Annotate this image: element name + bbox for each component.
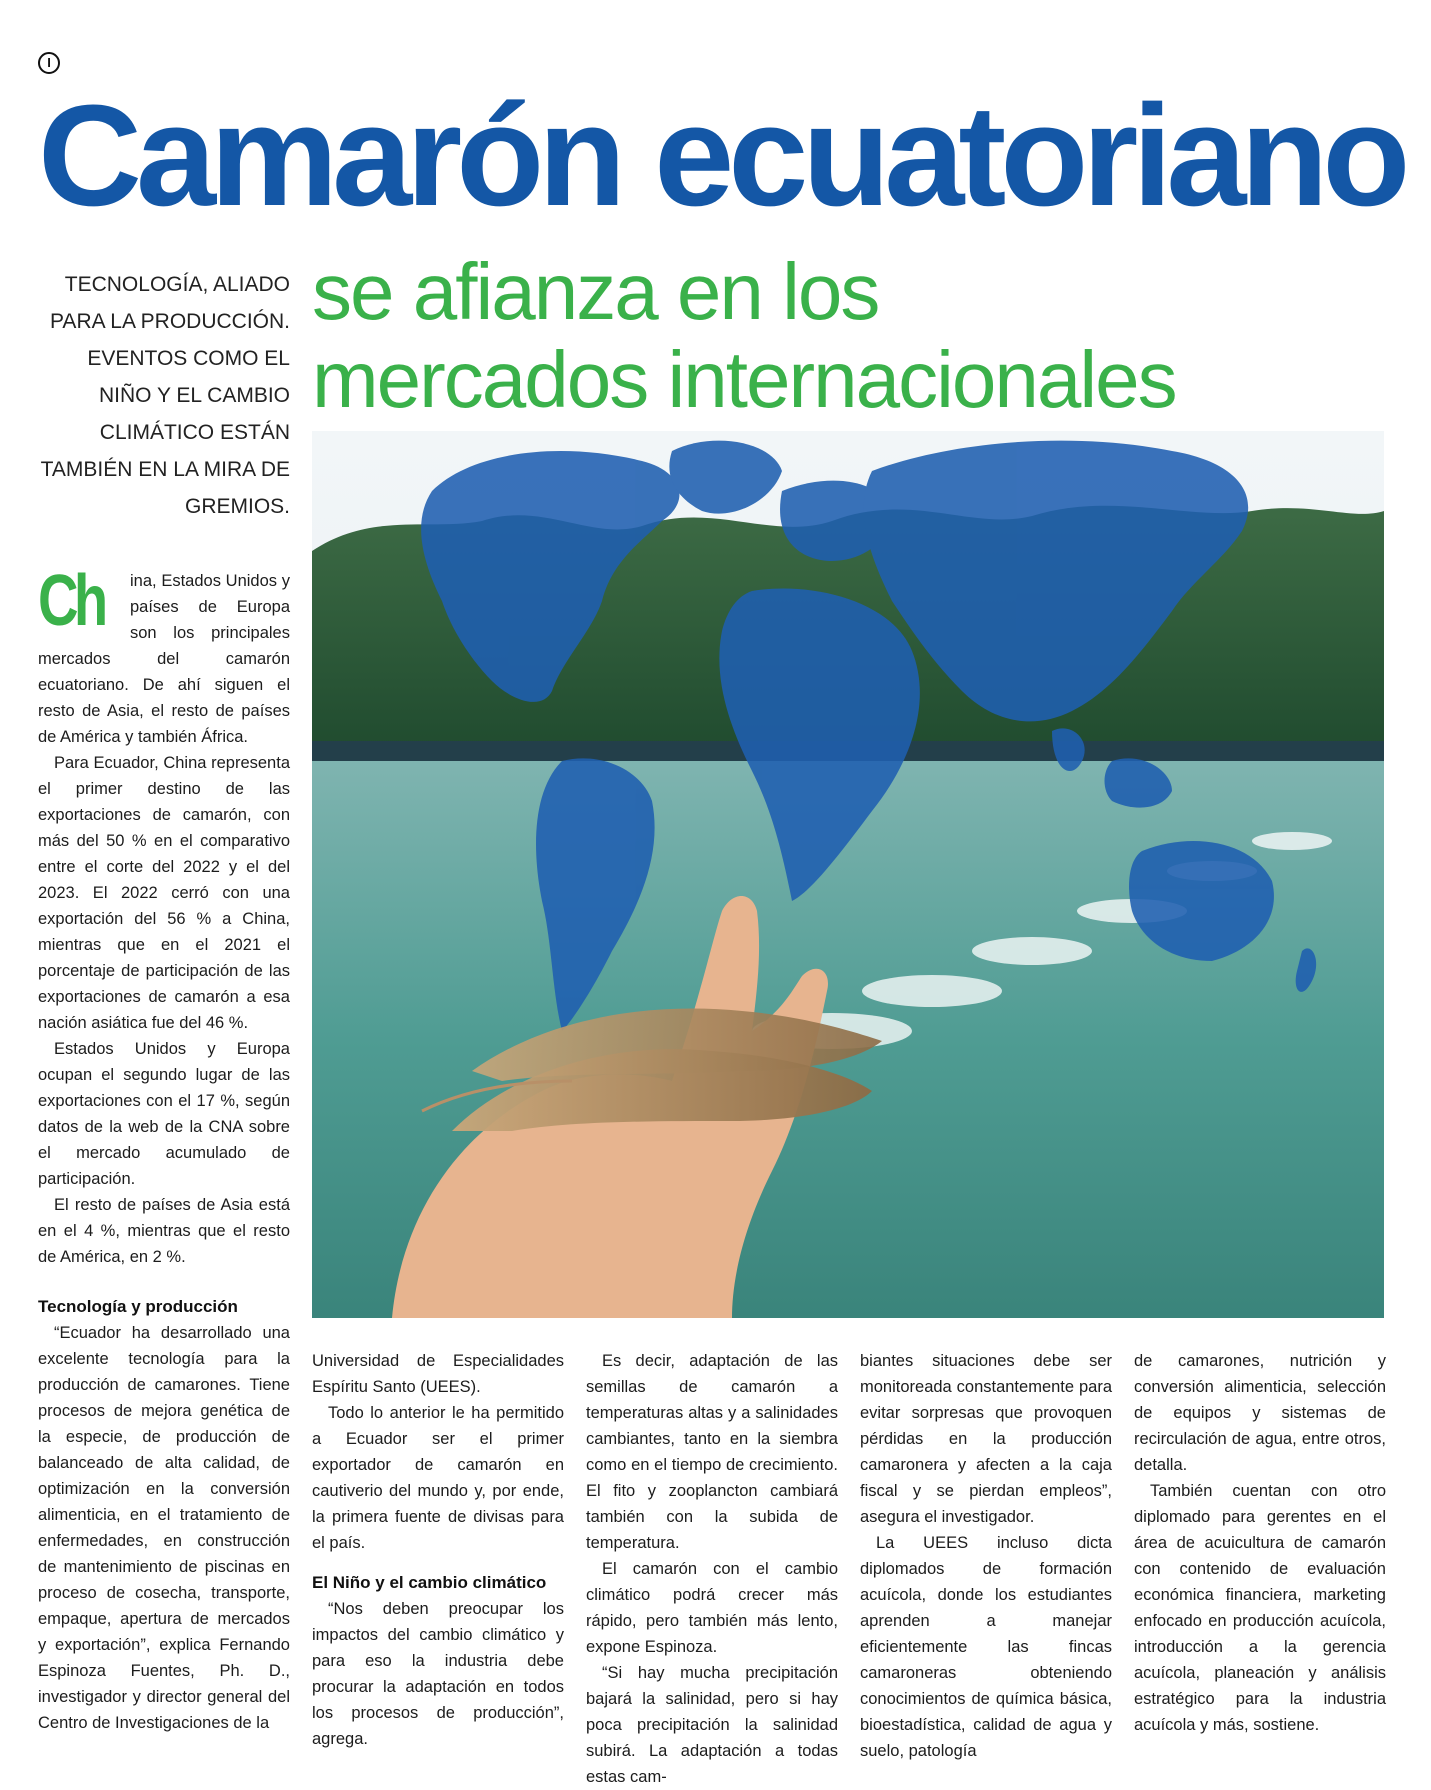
paragraph: “Nos deben preocupar los impactos del cambio climático y para eso la industria debe procurar la adaptación en todos los procesos de producción”, agrega.: [312, 1600, 564, 1748]
paragraph: El camarón con el cambio climático podrá crecer más rápido, pero también más lento, expone Espinoza.: [586, 1560, 838, 1656]
kicker-line: GREMIOS.: [184, 495, 290, 518]
kicker-line: PARA LA PRODUCCIÓN.: [49, 310, 290, 333]
paragraph: Estados Unidos y Europa ocupan el segundo lugar de las exportaciones con el 17 %, según datos de la web de la CNA sobre el mercado acumulado de participación.: [38, 1040, 290, 1188]
paragraph: También cuentan con otro diplomado para gerentes en el área de acuicultura de camarón con contenido de evaluación económica financiera, marketing enfocado en producción acuícola, introducción a la gerencia acuícola, planeación y análisis estratégico para la industria acuícola y más, sostiene.: [1134, 1482, 1386, 1734]
column-5: [1134, 1348, 1386, 1734]
hero-photo: [312, 431, 1384, 1318]
paragraph: Universidad de Especialidades Espíritu Santo (UEES).: [312, 1352, 564, 1396]
paragraph: de camarones, nutrición y conversión alimenticia, selección de equipos y sistemas de recirculación de agua, entre otros, detalla.: [1134, 1352, 1386, 1474]
column-4: [860, 1348, 1112, 1760]
column-1: [38, 561, 290, 1732]
paragraph: El resto de países de Asia está en el 4 %, mientras que el resto de América, en 2 %.: [38, 1196, 290, 1266]
dropcap: Ch: [38, 561, 104, 641]
paragraph: biantes situaciones debe ser monitoreada constantemente para evitar sorpresas que provoquen pérdidas en la producción camaronera y afecten a la caja fiscal y se pierdan empleos”, asegura el investigador.: [860, 1352, 1112, 1526]
paragraph: “Ecuador ha desarrollado una excelente tecnología para la producción de camarones. Tiene procesos de mejora genética de la especie, de producción de balanceado de alta calidad, de optimización en la conversión alimenticia, en el tratamiento de enfermedades, en construcción de mantenimiento de piscinas en proceso de cosecha, transporte, empaque, apertura de mercados y exportación”, explica Fernando Espinoza Fuentes, Ph. D., investigador y director general del Centro de Investigaciones de la: [38, 1324, 290, 1732]
kicker-line: EVENTOS COMO EL: [87, 347, 290, 370]
subheadline-line: mercados internacionales: [312, 335, 1176, 424]
page-marker: I: [38, 52, 60, 74]
paragraph: Todo lo anterior le ha permitido a Ecuador ser el primer exportador de camarón en cautiverio del mundo y, por ende, la primera fuente de divisas para el país.: [312, 1404, 564, 1552]
kicker: [38, 266, 290, 525]
column-2: [312, 1348, 564, 1748]
lead-paragraph: Ch ina, Estados Unidos y países de Europa son los principales mercados del camarón ecuatoriano. De ahí siguen el resto de Asia, el resto de países de América y también África.: [38, 561, 290, 746]
kicker-line: TECNOLOGÍA, ALIADO: [64, 273, 290, 296]
kicker-line: NIÑO Y EL CAMBIO: [99, 384, 290, 407]
section-heading: Tecnología y producción: [38, 1297, 238, 1316]
shrimp-world-map-illustration: [312, 431, 1384, 1318]
paragraph: Para Ecuador, China representa el primer destino de las exportaciones de camarón, con más del 50 % en el comparativo entre el corte del 2022 y el del 2023. El 2022 cerró con una exportación del 56 % a China, mientras que en el 2021 el porcentaje de participación de las exportaciones de camarón a esa nación asiática fue del 46 %.: [38, 754, 290, 1032]
kicker-line: CLIMÁTICO ESTÁN: [99, 421, 290, 444]
headline: Camarón ecuatoriano: [38, 75, 1405, 236]
paragraph: La UEES incluso dicta diplomados de formación acuícola, donde los estudiantes aprenden a manejar eficientemente las fincas camaroneras obteniendo conocimientos de química básica, bioestadística, calidad de agua y suelo, patología: [860, 1534, 1112, 1760]
paragraph: “Si hay mucha precipitación bajará la salinidad, pero si hay poca precipitación la salinidad subirá. La adaptación a todas estas cam-: [586, 1664, 838, 1786]
subheadline: [312, 248, 1392, 424]
subheadline-line: se afianza en los: [312, 247, 879, 336]
paragraph: Es decir, adaptación de las semillas de camarón a temperaturas altas y a salinidades cambiantes, tanto en la siembra como en el tiempo de crecimiento. El fito y zooplancton cambiará también con la subida de temperatura.: [586, 1352, 838, 1552]
section-heading: El Niño y el cambio climático: [312, 1573, 547, 1592]
column-3: [586, 1348, 838, 1786]
kicker-line: TAMBIÉN EN LA MIRA DE: [40, 458, 290, 481]
